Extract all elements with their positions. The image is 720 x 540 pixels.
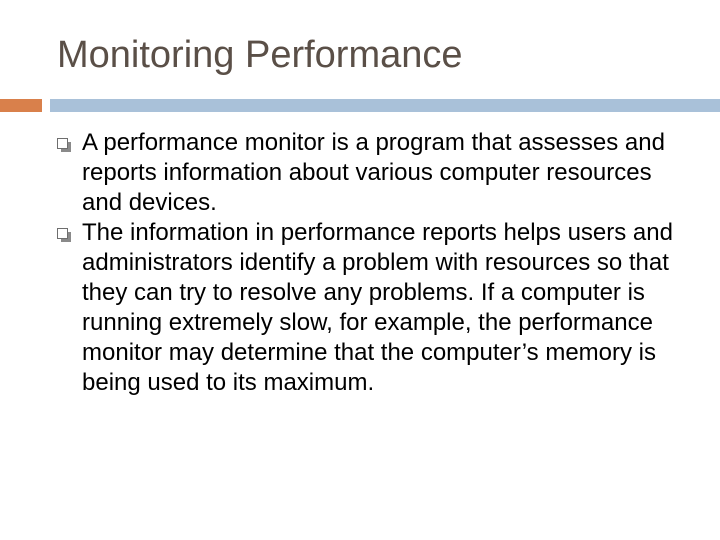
- bullet-item: [57, 218, 687, 398]
- square-bullet-icon: [57, 228, 68, 239]
- bullet-text: A performance monitor is a program that assesses and reports information about various computer resources and devices.: [82, 129, 665, 216]
- accent-bar-blue: [50, 99, 720, 112]
- bullet-item: [57, 128, 687, 218]
- slide-title: Monitoring Performance: [57, 34, 463, 76]
- bullet-list: [57, 128, 687, 398]
- bullet-text: The information in performance reports helps users and administrators identify a problem with resources so that they can try to resolve any problems. If a computer is running extremely slow, for example, the performance monitor may determine that the computer’s memory is being used to its maximum.: [82, 219, 673, 396]
- accent-bar-orange: [0, 99, 42, 112]
- square-bullet-icon: [57, 138, 68, 149]
